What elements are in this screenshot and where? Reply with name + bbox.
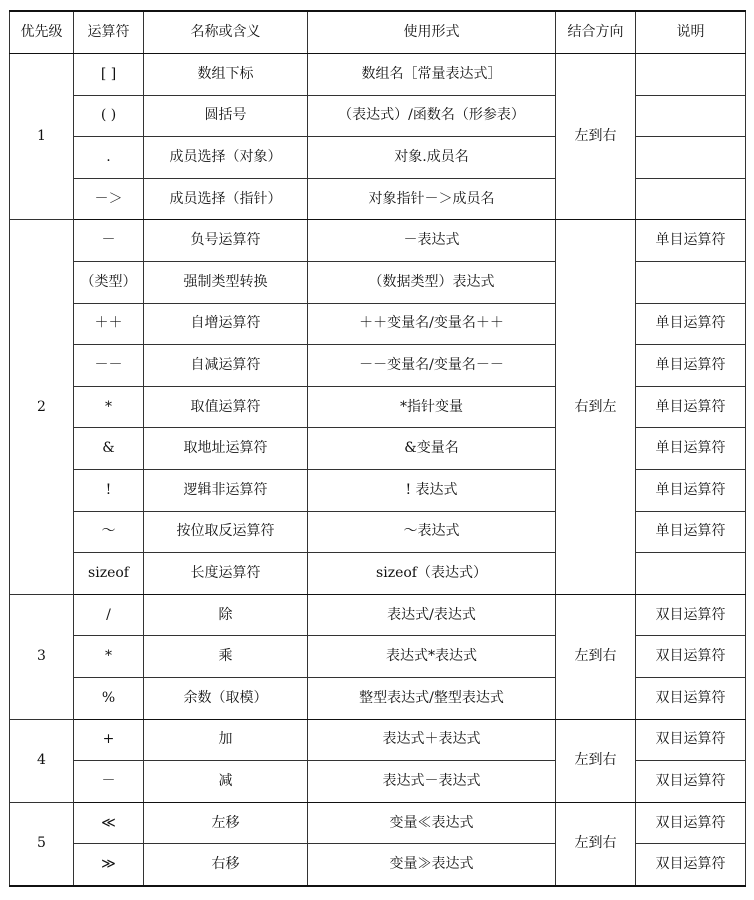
priority-cell: 3 bbox=[10, 594, 74, 719]
table-row bbox=[10, 428, 746, 470]
name-cell: 减 bbox=[144, 761, 308, 803]
operator-cell: － bbox=[74, 761, 144, 803]
name-cell: 余数（取模） bbox=[144, 677, 308, 719]
header-row bbox=[10, 11, 746, 54]
table-row bbox=[10, 553, 746, 595]
table-row bbox=[10, 844, 746, 886]
operator-cell: ～ bbox=[74, 511, 144, 553]
table-row bbox=[10, 511, 746, 553]
note-cell: 双目运算符 bbox=[636, 802, 746, 844]
note-cell bbox=[636, 261, 746, 303]
usage-cell: 表达式＋表达式 bbox=[308, 719, 556, 761]
priority-cell: 5 bbox=[10, 802, 74, 886]
usage-cell: 表达式*表达式 bbox=[308, 636, 556, 678]
usage-cell: ＋＋变量名/变量名＋＋ bbox=[308, 303, 556, 345]
usage-cell: 整型表达式/整型表达式 bbox=[308, 677, 556, 719]
usage-cell: （表达式）/函数名（形参表） bbox=[308, 95, 556, 137]
priority-cell: 4 bbox=[10, 719, 74, 802]
operator-cell: % bbox=[74, 677, 144, 719]
header-name: 名称或含义 bbox=[144, 11, 308, 54]
operator-cell: －＞ bbox=[74, 178, 144, 220]
note-cell: 单目运算符 bbox=[636, 386, 746, 428]
usage-cell: &变量名 bbox=[308, 428, 556, 470]
name-cell: 除 bbox=[144, 594, 308, 636]
note-cell: 单目运算符 bbox=[636, 511, 746, 553]
usage-cell: 表达式－表达式 bbox=[308, 761, 556, 803]
direction-cell: 左到右 bbox=[556, 802, 636, 886]
operator-cell: － bbox=[74, 220, 144, 262]
usage-cell: －表达式 bbox=[308, 220, 556, 262]
header-note: 说明 bbox=[636, 11, 746, 54]
operator-cell: * bbox=[74, 636, 144, 678]
operator-cell: + bbox=[74, 719, 144, 761]
name-cell: 负号运算符 bbox=[144, 220, 308, 262]
name-cell: 逻辑非运算符 bbox=[144, 469, 308, 511]
table-row bbox=[10, 95, 746, 137]
table-row bbox=[10, 677, 746, 719]
direction-cell: 右到左 bbox=[556, 220, 636, 594]
priority-cell: 1 bbox=[10, 54, 74, 220]
note-cell bbox=[636, 54, 746, 96]
note-cell bbox=[636, 553, 746, 595]
priority-cell: 2 bbox=[10, 220, 74, 594]
table-row bbox=[10, 178, 746, 220]
name-cell: 加 bbox=[144, 719, 308, 761]
note-cell bbox=[636, 137, 746, 179]
note-cell: 双目运算符 bbox=[636, 761, 746, 803]
note-cell bbox=[636, 95, 746, 137]
header-priority: 优先级 bbox=[10, 11, 74, 54]
table-row bbox=[10, 54, 746, 96]
table-row bbox=[10, 137, 746, 179]
note-cell: 单目运算符 bbox=[636, 303, 746, 345]
operator-precedence-table bbox=[9, 10, 746, 887]
table-row bbox=[10, 719, 746, 761]
name-cell: 右移 bbox=[144, 844, 308, 886]
usage-cell: 表达式/表达式 bbox=[308, 594, 556, 636]
note-cell: 单目运算符 bbox=[636, 428, 746, 470]
operator-cell: & bbox=[74, 428, 144, 470]
name-cell: 成员选择（对象） bbox=[144, 137, 308, 179]
usage-cell: （数据类型）表达式 bbox=[308, 261, 556, 303]
operator-cell: ≫ bbox=[74, 844, 144, 886]
usage-cell: ! 表达式 bbox=[308, 469, 556, 511]
operator-cell: [ ] bbox=[74, 54, 144, 96]
direction-cell: 左到右 bbox=[556, 719, 636, 802]
operator-cell: / bbox=[74, 594, 144, 636]
usage-cell: ～表达式 bbox=[308, 511, 556, 553]
name-cell: 圆括号 bbox=[144, 95, 308, 137]
name-cell: 成员选择（指针） bbox=[144, 178, 308, 220]
usage-cell: 对象指针－＞成员名 bbox=[308, 178, 556, 220]
note-cell: 双目运算符 bbox=[636, 844, 746, 886]
operator-cell: sizeof bbox=[74, 553, 144, 595]
usage-cell: 数组名［常量表达式］ bbox=[308, 54, 556, 96]
table-row bbox=[10, 386, 746, 428]
usage-cell: 变量≪表达式 bbox=[308, 802, 556, 844]
operator-cell: －－ bbox=[74, 345, 144, 387]
table-body bbox=[10, 54, 746, 886]
operator-cell: ( ) bbox=[74, 95, 144, 137]
usage-cell: －－变量名/变量名－－ bbox=[308, 345, 556, 387]
note-cell: 单目运算符 bbox=[636, 345, 746, 387]
note-cell: 双目运算符 bbox=[636, 677, 746, 719]
usage-cell: *指针变量 bbox=[308, 386, 556, 428]
name-cell: 按位取反运算符 bbox=[144, 511, 308, 553]
table-row bbox=[10, 802, 746, 844]
name-cell: 乘 bbox=[144, 636, 308, 678]
note-cell: 单目运算符 bbox=[636, 469, 746, 511]
table-row bbox=[10, 761, 746, 803]
note-cell: 双目运算符 bbox=[636, 719, 746, 761]
operator-cell: ! bbox=[74, 469, 144, 511]
name-cell: 取地址运算符 bbox=[144, 428, 308, 470]
name-cell: 左移 bbox=[144, 802, 308, 844]
operator-cell: ＋＋ bbox=[74, 303, 144, 345]
table-row bbox=[10, 303, 746, 345]
name-cell: 自增运算符 bbox=[144, 303, 308, 345]
name-cell: 取值运算符 bbox=[144, 386, 308, 428]
table-row bbox=[10, 636, 746, 678]
note-cell: 双目运算符 bbox=[636, 636, 746, 678]
direction-cell: 左到右 bbox=[556, 54, 636, 220]
table-row bbox=[10, 220, 746, 262]
operator-cell: （类型） bbox=[74, 261, 144, 303]
header-direction: 结合方向 bbox=[556, 11, 636, 54]
header-operator: 运算符 bbox=[74, 11, 144, 54]
table-row bbox=[10, 594, 746, 636]
usage-cell: sizeof（表达式） bbox=[308, 553, 556, 595]
table-row bbox=[10, 345, 746, 387]
note-cell bbox=[636, 178, 746, 220]
usage-cell: 变量≫表达式 bbox=[308, 844, 556, 886]
table-row bbox=[10, 261, 746, 303]
table-row bbox=[10, 469, 746, 511]
name-cell: 强制类型转换 bbox=[144, 261, 308, 303]
note-cell: 单目运算符 bbox=[636, 220, 746, 262]
note-cell: 双目运算符 bbox=[636, 594, 746, 636]
name-cell: 数组下标 bbox=[144, 54, 308, 96]
name-cell: 长度运算符 bbox=[144, 553, 308, 595]
operator-cell: ≪ bbox=[74, 802, 144, 844]
usage-cell: 对象.成员名 bbox=[308, 137, 556, 179]
name-cell: 自减运算符 bbox=[144, 345, 308, 387]
operator-cell: * bbox=[74, 386, 144, 428]
operator-cell: . bbox=[74, 137, 144, 179]
header-usage: 使用形式 bbox=[308, 11, 556, 54]
direction-cell: 左到右 bbox=[556, 594, 636, 719]
